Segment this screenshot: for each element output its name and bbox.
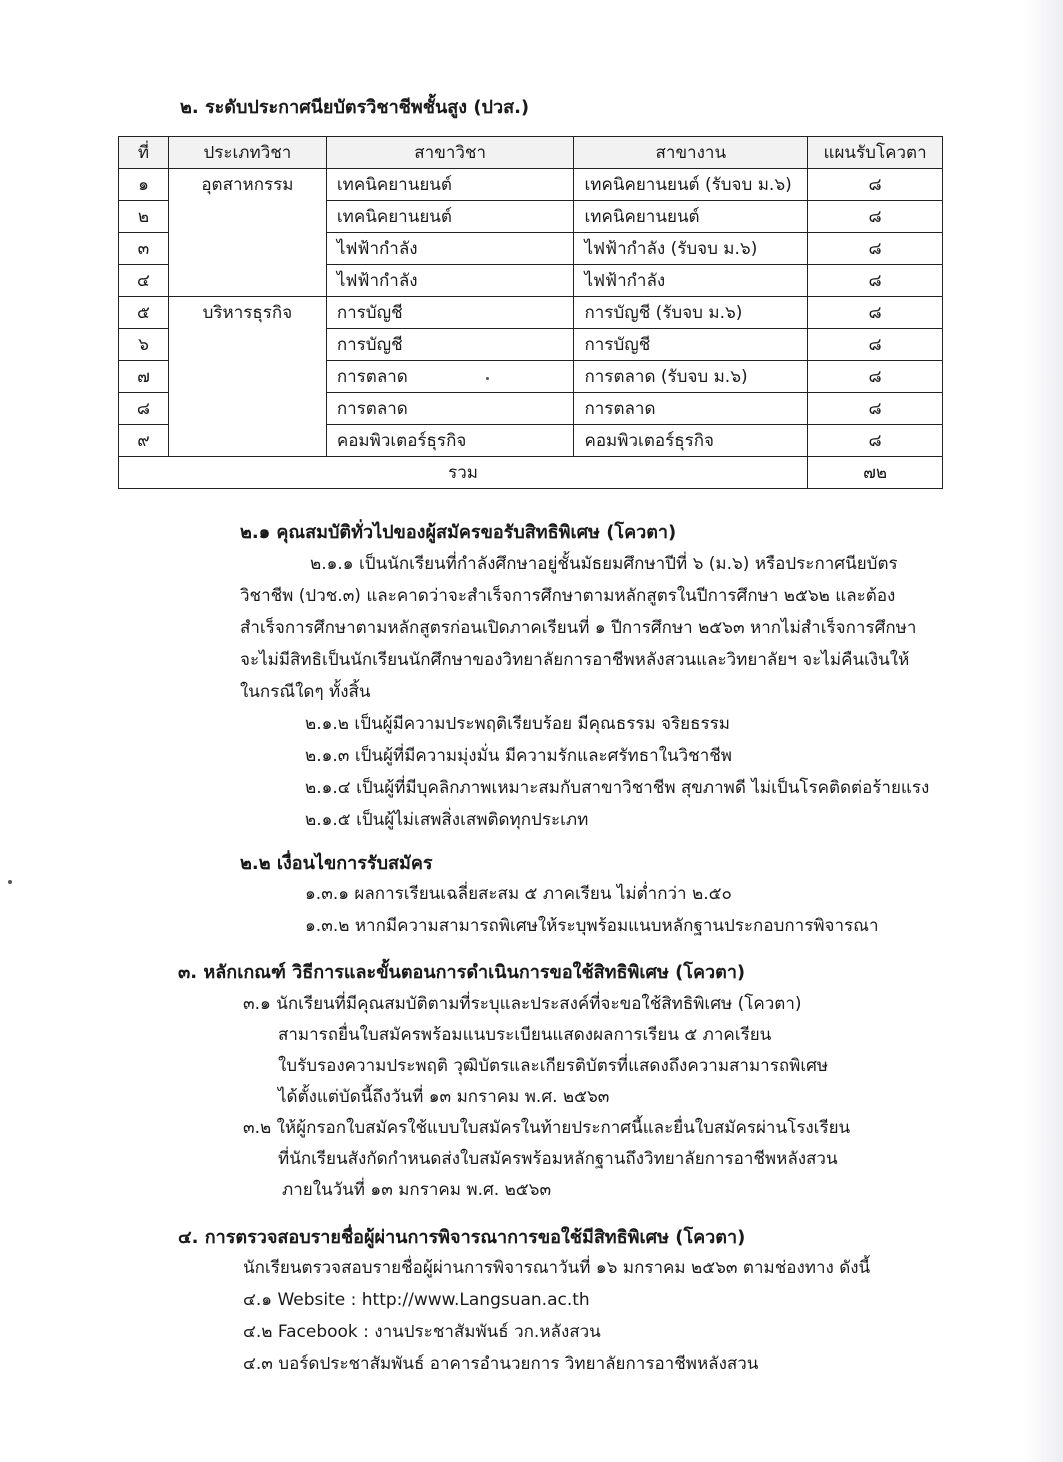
row-quota: ๘ bbox=[808, 361, 943, 393]
row-field: เทคนิคยานยนต์ bbox=[574, 201, 808, 233]
row-quota: ๘ bbox=[808, 425, 943, 457]
row-major: การตลาด bbox=[326, 393, 574, 425]
section-2-1-1-line: สำเร็จการศึกษาตามหลักสูตรก่อนเปิดภาคเรียนที่ ๑ ปีการศึกษา ๒๕๖๓ หากไม่สำเร็จการศึกษา bbox=[240, 618, 917, 638]
row-no: ๑ bbox=[119, 169, 169, 201]
section-2-1-3: ๒.๑.๓ เป็นผู้ที่มีความมุ่งมั่น มีความรักและศรัทธาในวิชาชีพ bbox=[305, 746, 732, 766]
row-quota: ๘ bbox=[808, 169, 943, 201]
row-major: เทคนิคยานยนต์ bbox=[326, 169, 574, 201]
row-major: การบัญชี bbox=[326, 329, 574, 361]
row-no: ๙ bbox=[119, 425, 169, 457]
header-quota: แผนรับโควตา bbox=[808, 137, 943, 169]
section-3-2-line: ที่นักเรียนสังกัดกำหนดส่งใบสมัครพร้อมหลักฐานถึงวิทยาลัยการอาชีพหลังสวน bbox=[278, 1149, 838, 1169]
table-row bbox=[119, 425, 943, 457]
scan-speck bbox=[486, 377, 489, 380]
section-4-intro: นักเรียนตรวจสอบรายชื่อผู้ผ่านการพิจารณาวันที่ ๑๖ มกราคม ๒๕๖๓ ตามช่องทาง ดังนี้ bbox=[243, 1258, 871, 1278]
row-no: ๖ bbox=[119, 329, 169, 361]
section-4-item-facebook: ๔.๒ Facebook : งานประชาสัมพันธ์ วก.หลังสวน bbox=[243, 1322, 601, 1342]
table-row bbox=[119, 393, 943, 425]
table-row bbox=[119, 201, 943, 233]
row-field: คอมพิวเตอร์ธุรกิจ bbox=[574, 425, 808, 457]
row-quota: ๘ bbox=[808, 201, 943, 233]
row-field: การตลาด (รับจบ ม.๖) bbox=[574, 361, 808, 393]
section-2-1-1-line: ในกรณีใดๆ ทั้งสิ้น bbox=[240, 682, 371, 702]
section-3-2-line: ภายในวันที่ ๑๓ มกราคม พ.ศ. ๒๕๖๓ bbox=[282, 1180, 552, 1200]
row-type bbox=[168, 361, 326, 393]
total-value: ๗๒ bbox=[808, 457, 943, 489]
row-type bbox=[168, 329, 326, 361]
row-major: การตลาด bbox=[326, 361, 574, 393]
header-type: ประเภทวิชา bbox=[168, 137, 326, 169]
row-major: ไฟฟ้ากำลัง bbox=[326, 265, 574, 297]
row-major: การบัญชี bbox=[326, 297, 574, 329]
row-no: ๗ bbox=[119, 361, 169, 393]
row-quota: ๘ bbox=[808, 329, 943, 361]
table-row bbox=[119, 169, 943, 201]
table-total-row bbox=[119, 457, 943, 489]
section-4-item-website: ๔.๑ Website : http://www.Langsuan.ac.th bbox=[243, 1290, 590, 1310]
section-2-1-4: ๒.๑.๔ เป็นผู้ที่มีบุคลิกภาพเหมาะสมกับสาขาวิชาชีพ สุขภาพดี ไม่เป็นโรคติดต่อร้ายแรง bbox=[305, 778, 930, 798]
row-field: เทคนิคยานยนต์ (รับจบ ม.๖) bbox=[574, 169, 808, 201]
row-no: ๒ bbox=[119, 201, 169, 233]
section-3-title: ๓. หลักเกณฑ์ วิธีการและขั้นตอนการดำเนินการขอใช้สิทธิพิเศษ (โควตา) bbox=[178, 962, 746, 983]
row-quota: ๘ bbox=[808, 233, 943, 265]
section-4-item-board: ๔.๓ บอร์ดประชาสัมพันธ์ อาคารอำนวยการ วิทยาลัยการอาชีพหลังสวน bbox=[243, 1354, 759, 1374]
scan-speck bbox=[8, 880, 12, 884]
section-2-1-title: ๒.๑ คุณสมบัติทั่วไปของผู้สมัครขอรับสิทธิพิเศษ (โควตา) bbox=[240, 522, 677, 543]
section-2-2-title: ๒.๒ เงื่อนไขการรับสมัคร bbox=[240, 853, 433, 874]
header-no: ที่ bbox=[119, 137, 169, 169]
table-row bbox=[119, 297, 943, 329]
section-2-2-item-1: ๑.๓.๑ ผลการเรียนเฉลี่ยสะสม ๕ ภาคเรียน ไม่ต่ำกว่า ๒.๕๐ bbox=[305, 884, 732, 904]
scan-edge-shadow bbox=[1023, 0, 1063, 1462]
total-label: รวม bbox=[119, 457, 808, 489]
section-3-1-line: ๓.๑ นักเรียนที่มีคุณสมบัติตามที่ระบุและประสงค์ที่จะขอใช้สิทธิพิเศษ (โควตา) bbox=[243, 994, 802, 1014]
row-major: เทคนิคยานยนต์ bbox=[326, 201, 574, 233]
header-major: สาขาวิชา bbox=[326, 137, 574, 169]
row-type bbox=[168, 425, 326, 457]
section-2-1-5: ๒.๑.๕ เป็นผู้ไม่เสพสิ่งเสพติดทุกประเภท bbox=[305, 810, 589, 830]
row-field: การบัญชี bbox=[574, 329, 808, 361]
table-row bbox=[119, 361, 943, 393]
row-quota: ๘ bbox=[808, 393, 943, 425]
section-2-title: ๒. ระดับประกาศนียบัตรวิชาชีพชั้นสูง (ปวส.) bbox=[180, 97, 530, 118]
header-field: สาขางาน bbox=[574, 137, 808, 169]
row-no: ๓ bbox=[119, 233, 169, 265]
table-row bbox=[119, 265, 943, 297]
section-4-title: ๔. การตรวจสอบรายชื่อผู้ผ่านการพิจารณาการขอใช้มีสิทธิพิเศษ (โควตา) bbox=[178, 1227, 746, 1248]
row-type: อุตสาหกรรม bbox=[168, 169, 326, 201]
row-no: ๔ bbox=[119, 265, 169, 297]
row-no: ๘ bbox=[119, 393, 169, 425]
row-type bbox=[168, 201, 326, 233]
row-field: ไฟฟ้ากำลัง bbox=[574, 265, 808, 297]
section-2-1-2: ๒.๑.๒ เป็นผู้มีความประพฤติเรียบร้อย มีคุณธรรม จริยธรรม bbox=[305, 714, 730, 734]
section-2-1-1-line: ๒.๑.๑ เป็นนักเรียนที่กำลังศึกษาอยู่ชั้นมัธยมศึกษาปีที่ ๖ (ม.๖) หรือประกาศนียบัตร bbox=[310, 554, 898, 574]
section-2-1-1-line: จะไม่มีสิทธิเป็นนักเรียนนักศึกษาของวิทยาลัยการอาชีพหลังสวนและวิทยาลัยฯ จะไม่คืนเงินให้ bbox=[240, 650, 910, 670]
table-row bbox=[119, 329, 943, 361]
row-field: การตลาด bbox=[574, 393, 808, 425]
table-header-row bbox=[119, 137, 943, 169]
row-quota: ๘ bbox=[808, 265, 943, 297]
row-major: คอมพิวเตอร์ธุรกิจ bbox=[326, 425, 574, 457]
row-field: ไฟฟ้ากำลัง (รับจบ ม.๖) bbox=[574, 233, 808, 265]
row-quota: ๘ bbox=[808, 297, 943, 329]
table-row bbox=[119, 233, 943, 265]
section-2-2-item-2: ๑.๓.๒ หากมีความสามารถพิเศษให้ระบุพร้อมแนบหลักฐานประกอบการพิจารณา bbox=[305, 916, 879, 936]
row-type bbox=[168, 233, 326, 265]
row-type: บริหารธุรกิจ bbox=[168, 297, 326, 329]
section-3-2-line: ๓.๒ ให้ผู้กรอกใบสมัครใช้แบบใบสมัครในท้ายประกาศนี้และยื่นใบสมัครผ่านโรงเรียน bbox=[243, 1118, 851, 1138]
row-field: การบัญชี (รับจบ ม.๖) bbox=[574, 297, 808, 329]
row-major: ไฟฟ้ากำลัง bbox=[326, 233, 574, 265]
row-type bbox=[168, 265, 326, 297]
quota-table bbox=[118, 136, 943, 489]
section-3-1-line: ได้ตั้งแต่บัดนี้ถึงวันที่ ๑๓ มกราคม พ.ศ. ๒๕๖๓ bbox=[278, 1087, 610, 1107]
section-3-1-line: ใบรับรองความประพฤติ วุฒิบัตรและเกียรติบัตรที่แสดงถึงความสามารถพิเศษ bbox=[278, 1056, 829, 1076]
row-no: ๕ bbox=[119, 297, 169, 329]
row-type bbox=[168, 393, 326, 425]
section-3-1-line: สามารถยื่นใบสมัครพร้อมแนบระเบียนแสดงผลการเรียน ๕ ภาคเรียน bbox=[278, 1025, 772, 1045]
section-2-1-1-line: วิชาชีพ (ปวช.๓) และคาดว่าจะสำเร็จการศึกษาตามหลักสูตรในปีการศึกษา ๒๕๖๒ และต้อง bbox=[240, 586, 896, 606]
